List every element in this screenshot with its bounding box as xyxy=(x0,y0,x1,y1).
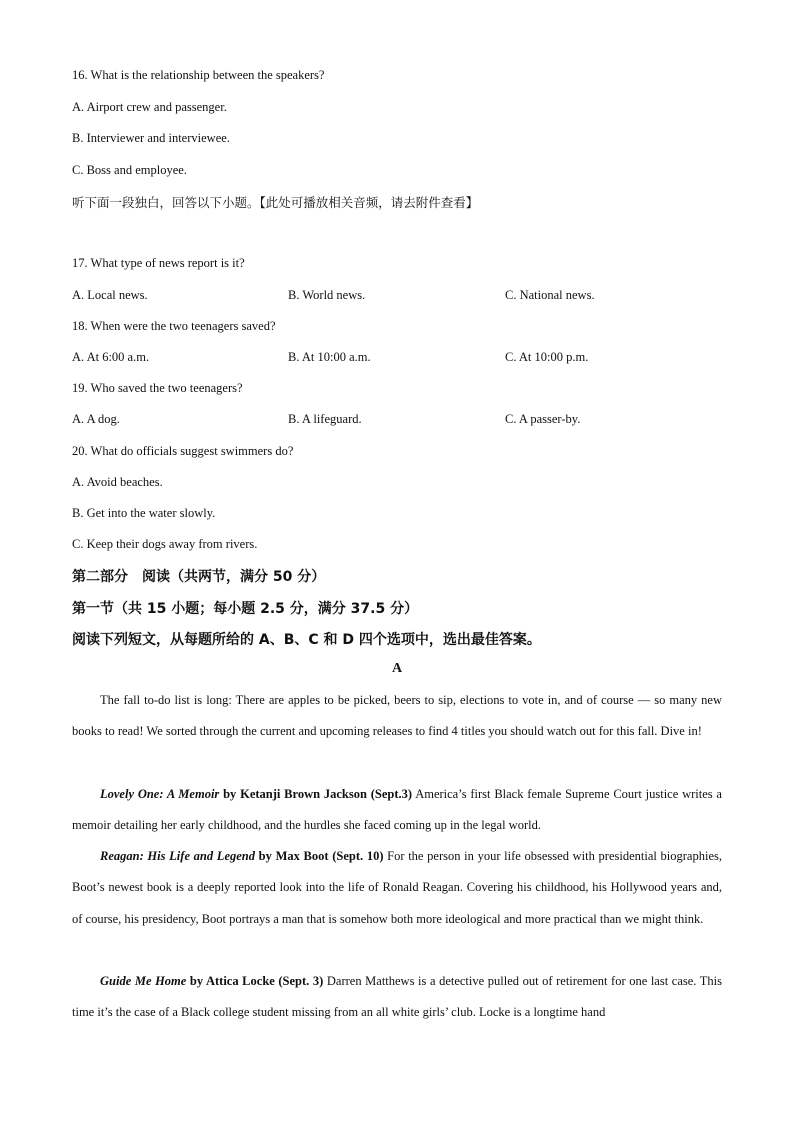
book-byline-3: by Attica Locke (Sept. 3) xyxy=(186,974,324,988)
book-title-1: Lovely One: A Memoir xyxy=(100,787,220,801)
q20-option-b: B. Get into the water slowly. xyxy=(72,506,216,520)
book-text-2: For the person in your life obsessed with presidential biographies, Boot’s newest book is a deeply reported look into the life of Ronald Reagan. Covering his childhood, his Hollywood years and, of course, his presidency, Boot portrays a man that is somehow both more ideological and more practical than we might think. xyxy=(72,849,722,926)
q16-option-a: A. Airport crew and passenger. xyxy=(72,100,227,114)
q16-option-b: B. Interviewer and interviewee. xyxy=(72,131,230,145)
question-18: 18. When were the two teenagers saved? xyxy=(72,319,276,333)
book-entry-3 xyxy=(72,966,722,1029)
reading-instruction: 阅读下列短文，从每题所给的 A、B、C 和 D 四个选项中，选出最佳答案。 xyxy=(72,632,541,648)
q16-option-c: C. Boss and employee. xyxy=(72,163,187,177)
book-title-3: Guide Me Home xyxy=(100,974,187,988)
q20-option-c: C. Keep their dogs away from rivers. xyxy=(72,537,258,551)
passage-intro: The fall to-do list is long: There are apples to be picked, beers to sip, elections to vote in, and of course — so many new books to read! We sorted through the current and upcoming releases to find 4 titles you should watch out for this fall. Dive in! xyxy=(72,693,722,739)
q20-option-a: A. Avoid beaches. xyxy=(72,475,163,489)
q18-option-b: B. At 10:00 a.m. xyxy=(288,350,371,364)
book-entry-1 xyxy=(72,779,722,842)
q19-option-c: C. A passer-by. xyxy=(505,412,581,426)
book-title-2: Reagan: His Life and Legend xyxy=(100,849,255,863)
q17-option-b: B. World news. xyxy=(288,288,366,302)
question-19: 19. Who saved the two teenagers? xyxy=(72,381,243,395)
passage-label: A xyxy=(391,661,403,676)
book-byline-1: by Ketanji Brown Jackson (Sept.3) xyxy=(219,787,413,801)
q19-option-b: B. A lifeguard. xyxy=(288,412,362,426)
book-text-1: America’s first Black female Supreme Court justice writes a memoir detailing her early childhood, and the hurdles she faced coming up in the legal world. xyxy=(72,787,722,833)
part-title: 第二部分 阅读（共两节，满分 50 分） xyxy=(72,569,326,585)
q18-option-a: A. At 6:00 a.m. xyxy=(72,350,150,364)
section-title: 第一节（共 15 小题；每小题 2.5 分，满分 37.5 分） xyxy=(72,601,419,617)
book-byline-2: by Max Boot (Sept. 10) xyxy=(255,849,384,863)
q17-option-a: A. Local news. xyxy=(72,288,148,302)
q17-option-c: C. National news. xyxy=(505,288,595,302)
question-17: 17. What type of news report is it? xyxy=(72,256,245,270)
book-entry-2 xyxy=(72,841,722,935)
book-text-3: Darren Matthews is a detective pulled out of retirement for one last case. This time it’s the case of a Black college student missing from an all white girls’ club. Locke is a longtime hand xyxy=(72,974,722,1020)
q19-option-a: A. A dog. xyxy=(72,412,120,426)
question-20: 20. What do officials suggest swimmers do? xyxy=(72,444,294,458)
question-16: 16. What is the relationship between the speakers? xyxy=(72,68,325,82)
listening-instruction: 听下面一段独白，回答以下小题。【此处可播放相关音频，请去附件查看】 xyxy=(72,195,479,210)
q18-option-c: C. At 10:00 p.m. xyxy=(505,350,589,364)
